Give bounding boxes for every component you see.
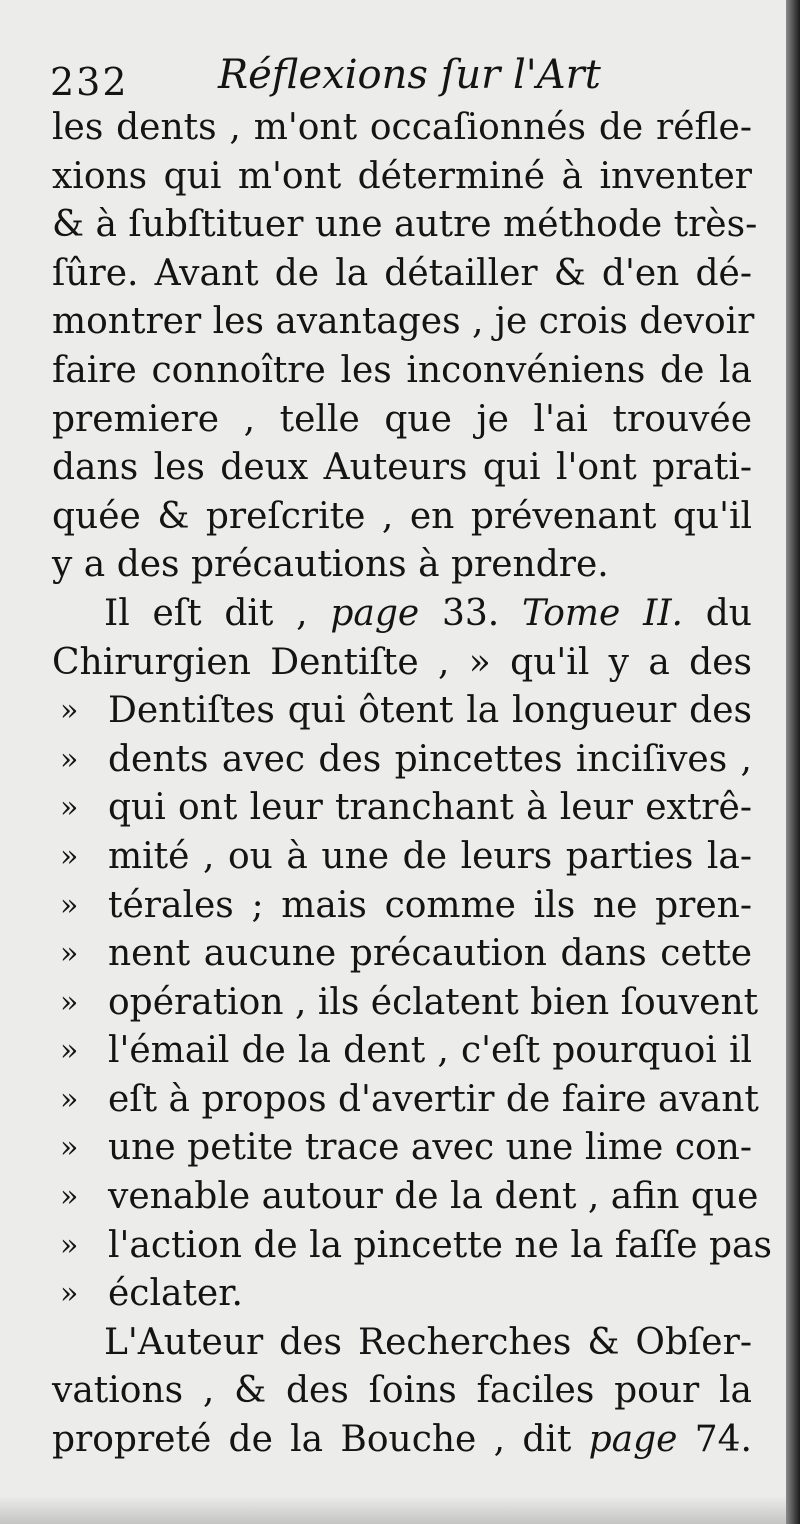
text-line: quée & preſcrite , en prévenant qu'il xyxy=(52,495,752,537)
quoted-text: une petite trace avec une lime con- xyxy=(108,1127,752,1169)
running-title: Réflexions ſur l'Art xyxy=(218,52,601,98)
quoted-text: l'émail de la dent , c'eſt pourquoi il xyxy=(108,1030,752,1072)
quote-mark: » xyxy=(60,1179,79,1215)
text-run: Il eſt dit , xyxy=(104,592,331,634)
page-header xyxy=(50,52,750,112)
quote-mark: » xyxy=(60,1081,79,1117)
text-line: vations , & des ſoins faciles pour la xyxy=(52,1370,752,1412)
quoted-line xyxy=(52,1222,772,1271)
text-line: dans les deux Auteurs qui l'ont prati- xyxy=(52,447,752,489)
quoted-text: nent aucune précaution dans cette xyxy=(108,933,752,975)
quoted-line xyxy=(52,784,752,833)
text-line: Chirurgien Dentiſte , » qu'il y a des xyxy=(52,641,752,683)
quoted-line xyxy=(52,833,752,882)
quoted-line xyxy=(52,882,752,931)
text-line: montrer les avantages , je crois devoir xyxy=(52,301,755,343)
quoted-text: qui ont leur tranchant à leur extrê- xyxy=(108,787,752,829)
quoted-text: éclater. xyxy=(108,1273,243,1315)
quote-mark: » xyxy=(60,790,79,826)
quoted-text: l'action de la pincette ne la faſſe pas xyxy=(108,1224,772,1266)
quote-mark: » xyxy=(60,936,79,972)
text-line xyxy=(52,590,752,639)
text-line: faire connoître les inconvéniens de la xyxy=(52,349,752,391)
paper-bottom-shade xyxy=(0,1496,790,1524)
quoted-line xyxy=(52,1076,759,1125)
book-gutter-edge xyxy=(786,0,800,1524)
italic-run: Tome II. xyxy=(522,592,683,634)
quoted-line xyxy=(52,1124,752,1173)
quote-mark: » xyxy=(60,838,79,874)
quote-mark: » xyxy=(60,1033,79,1069)
quoted-text: Dentiſtes qui ôtent la longueur des xyxy=(108,690,752,732)
quoted-text: venable autour de la dent , afin que xyxy=(108,1176,759,1218)
quoted-line xyxy=(52,930,752,979)
quote-mark: » xyxy=(60,984,79,1020)
quoted-line xyxy=(52,687,752,736)
body-text xyxy=(52,104,772,1465)
text-line: xions qui m'ont déterminé à inventer xyxy=(52,155,752,197)
text-line: ſûre. Avant de la détailler & d'en dé- xyxy=(52,252,752,294)
quoted-text: mité , ou à une de leurs parties la- xyxy=(108,835,752,877)
quoted-line xyxy=(52,1027,752,1076)
text-run: 74. xyxy=(677,1419,752,1461)
quoted-text: eſt à propos d'avertir de faire avant xyxy=(108,1078,759,1120)
text-run: 33. xyxy=(419,592,522,634)
quoted-text: dents avec des pincettes inciſives , xyxy=(108,738,752,780)
italic-run: page xyxy=(330,592,420,634)
quoted-line xyxy=(52,1173,759,1222)
quoted-line xyxy=(52,1270,752,1319)
italic-run: page xyxy=(588,1419,678,1461)
text-run: du xyxy=(682,592,752,634)
quote-mark: » xyxy=(60,693,79,729)
quoted-line xyxy=(52,979,759,1028)
quote-mark: » xyxy=(60,1227,79,1263)
quote-mark: » xyxy=(60,741,79,777)
text-line: & à ſubſtituer une autre méthode très- xyxy=(52,204,758,246)
text-line xyxy=(52,1416,752,1465)
text-line: y a des précautions à prendre. xyxy=(52,544,609,586)
text-line: les dents , m'ont occaſionnés de réfle- xyxy=(52,107,752,148)
quote-mark: » xyxy=(60,1276,79,1312)
quoted-text: térales ; mais comme ils ne pren- xyxy=(108,884,752,926)
text-line: L'Auteur des Recherches & Obſer- xyxy=(104,1321,752,1363)
text-run: propreté de la Bouche , dit xyxy=(52,1419,589,1461)
quote-mark: » xyxy=(60,887,79,923)
text-line: premiere , telle que je l'ai trouvée xyxy=(52,398,752,440)
quoted-line xyxy=(52,736,752,785)
page-number: 232 xyxy=(50,60,129,104)
quoted-text: opération , ils éclatent bien ſouvent xyxy=(108,981,759,1023)
quote-mark: » xyxy=(60,1130,79,1166)
